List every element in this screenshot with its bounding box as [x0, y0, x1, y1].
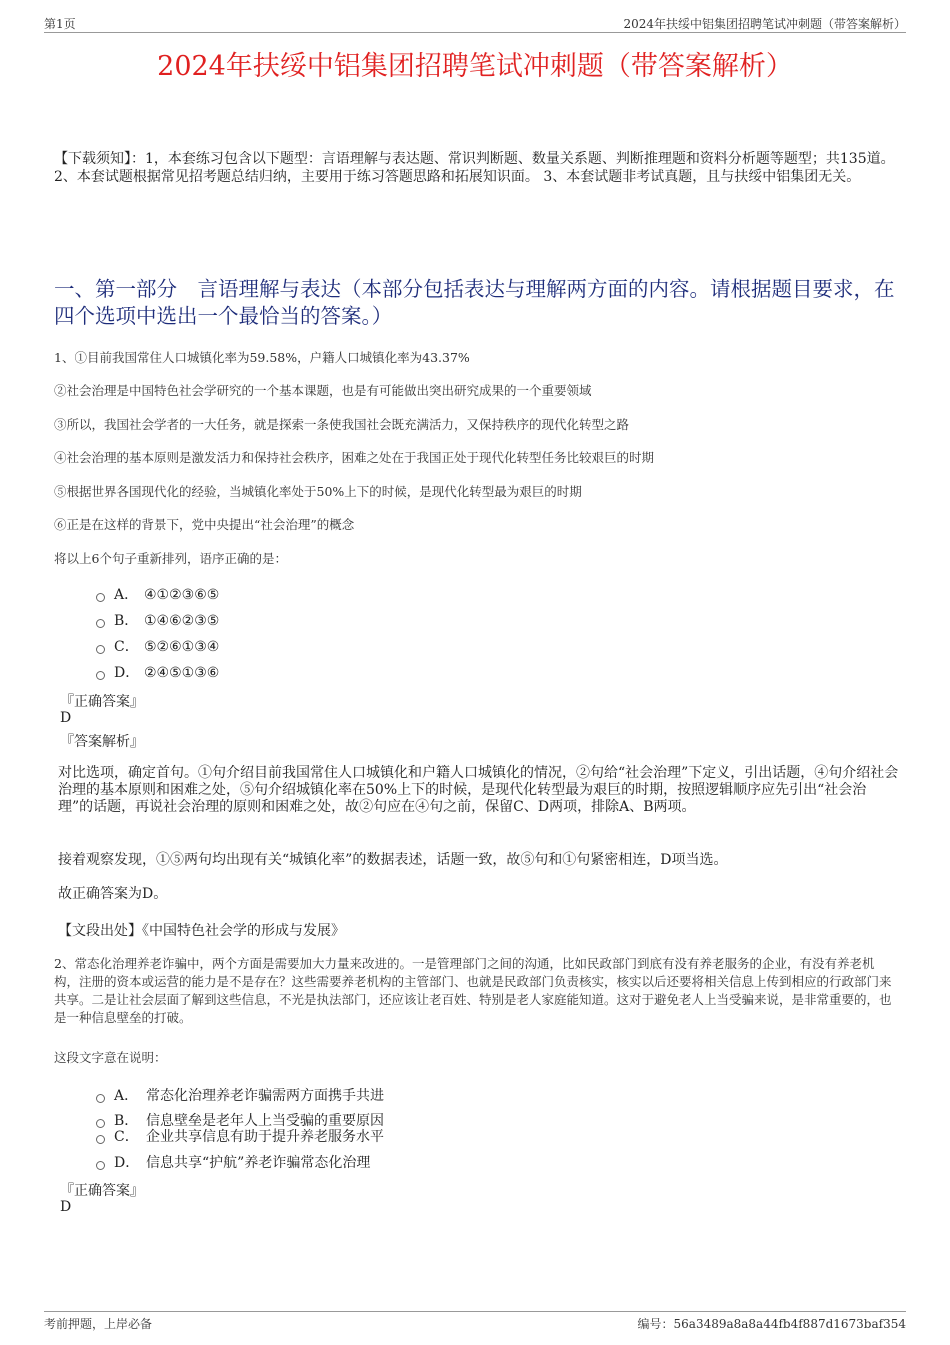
q1-option-b[interactable]: B． ①④⑥②③⑤	[96, 610, 219, 630]
q2-option-a[interactable]: A． 常态化治理养老诈骗需两方面携手共进	[96, 1085, 384, 1105]
q2-answer-label: 『正确答案』	[60, 1183, 144, 1199]
q1-answer: D	[60, 710, 72, 726]
q1-analysis-para-3: 故正确答案为D。	[58, 886, 168, 902]
q2-answer: D	[60, 1199, 72, 1215]
radio-icon[interactable]	[96, 645, 105, 654]
radio-icon[interactable]	[96, 1161, 105, 1170]
section-heading: 一、第一部分 言语理解与表达（本部分包括表达与理解两方面的内容。请根据题目要求，在四个选项中选出一个最恰当的答案。）	[54, 277, 895, 328]
q1-sentence-5: ⑤根据世界各国现代化的经验，当城镇化率处于50%上下的时候，是现代化转型最为艰巨的时期	[54, 484, 582, 499]
radio-icon[interactable]	[96, 619, 105, 628]
q1-prompt: 将以上6个句子重新排列，语序正确的是：	[54, 551, 287, 566]
footer-slogan: 考前押题，上岸必备	[44, 1317, 153, 1331]
q1-sentence-6: ⑥正是在这样的背景下，党中央提出“社会治理”的概念	[54, 517, 355, 532]
q2-option-d[interactable]: D． 信息共享“护航”养老诈骗常态化治理	[96, 1152, 370, 1172]
header-doc-title: 2024年扶绥中铝集团招聘笔试冲刺题（带答案解析）	[623, 17, 906, 31]
download-notice: 【下载须知】：1，本套练习包含以下题型：言语理解与表达题、常识判断题、数量关系题、判断推理题和资料分析题等题型；共135道。 2、本套试题根据常见招考题总结归纳，主要用于练习答题思路和拓展知识面。 3、本套试题非考试真题，且与扶绥中铝集团无关。	[54, 151, 895, 185]
page-number: 第1页	[44, 17, 76, 31]
q1-sentence-3: ③所以，我国社会学者的一大任务，就是探索一条使我国社会既充满活力，又保持秩序的现代化转型之路	[54, 417, 630, 432]
q1-source: 【文段出处】《中国特色社会学的形成与发展》	[58, 923, 345, 939]
q1-answer-label: 『正确答案』	[60, 694, 144, 710]
radio-icon[interactable]	[96, 1094, 105, 1103]
q2-passage: 2、常态化治理养老诈骗中，两个方面是需要加大力量来改进的。一是管理部门之间的沟通，比如民政部门到底有没有养老服务的企业，有没有养老机构，注册的资本或运营的能力是不是存在？这些需要养老机构的主管部门、也就是民政部门负责核实，核实以后还要将相关信息上传到相应的行政部门来共享。二是让社会层面了解到这些信息，不光是执法部门，还应该让老百姓、特别是老人家庭能知道。这对于避免老人上当受骗来说，是非常重要的，也是一种信息壁垒的打破。	[54, 956, 892, 1025]
radio-icon[interactable]	[96, 593, 105, 602]
q2-prompt: 这段文字意在说明：	[54, 1050, 167, 1065]
q1-option-c[interactable]: C． ⑤②⑥①③④	[96, 636, 219, 656]
q1-sentence-4: ④社会治理的基本原则是激发活力和保持社会秩序，困难之处在于我国正处于现代化转型任务比较艰巨的时期	[54, 450, 655, 465]
q1-sentence-2: ②社会治理是中国特色社会学研究的一个基本课题，也是有可能做出突出研究成果的一个重要领域	[54, 383, 592, 398]
q1-analysis-label: 『答案解析』	[60, 734, 144, 750]
footer-divider	[44, 1311, 906, 1312]
page-title: 2024年扶绥中铝集团招聘笔试冲刺题（带答案解析）	[157, 51, 793, 82]
q2-option-b[interactable]: B． 信息壁垒是老年人上当受骗的重要原因	[96, 1110, 384, 1130]
q1-analysis-para-1: 对比选项，确定首句。①句介绍目前我国常住人口城镇化和户籍人口城镇化的情况，②句给“社会治理”下定义，引出话题，④句介绍社会治理的基本原则和困难之处，⑤句介绍城镇化率在50%上下的时候，是现代化转型最为艰巨的时期，按照逻辑顺序应先引出“社会治理”的话题，再说社会治理的原则和困难之处，故②句应在④句之前，保留C、D两项，排除A、B两项。	[58, 765, 899, 815]
radio-icon[interactable]	[96, 671, 105, 680]
radio-icon[interactable]	[96, 1135, 105, 1144]
q1-sentence-1: 1、①目前我国常住人口城镇化率为59.58%，户籍人口城镇化率为43.37%	[54, 350, 470, 365]
q1-option-a[interactable]: A． ④①②③⑥⑤	[96, 584, 219, 604]
header-divider	[44, 32, 906, 33]
q1-option-d[interactable]: D． ②④⑤①③⑥	[96, 662, 219, 682]
q2-option-c[interactable]: C． 企业共享信息有助于提升养老服务水平	[96, 1126, 384, 1146]
q1-analysis-para-2: 接着观察发现，①⑤两句均出现有关“城镇化率”的数据表述，话题一致，故⑤句和①句紧密相连，D项当选。	[58, 852, 728, 868]
footer-doc-id: 编号：56a3489a8a8a44fb4f887d1673baf354	[637, 1317, 906, 1331]
